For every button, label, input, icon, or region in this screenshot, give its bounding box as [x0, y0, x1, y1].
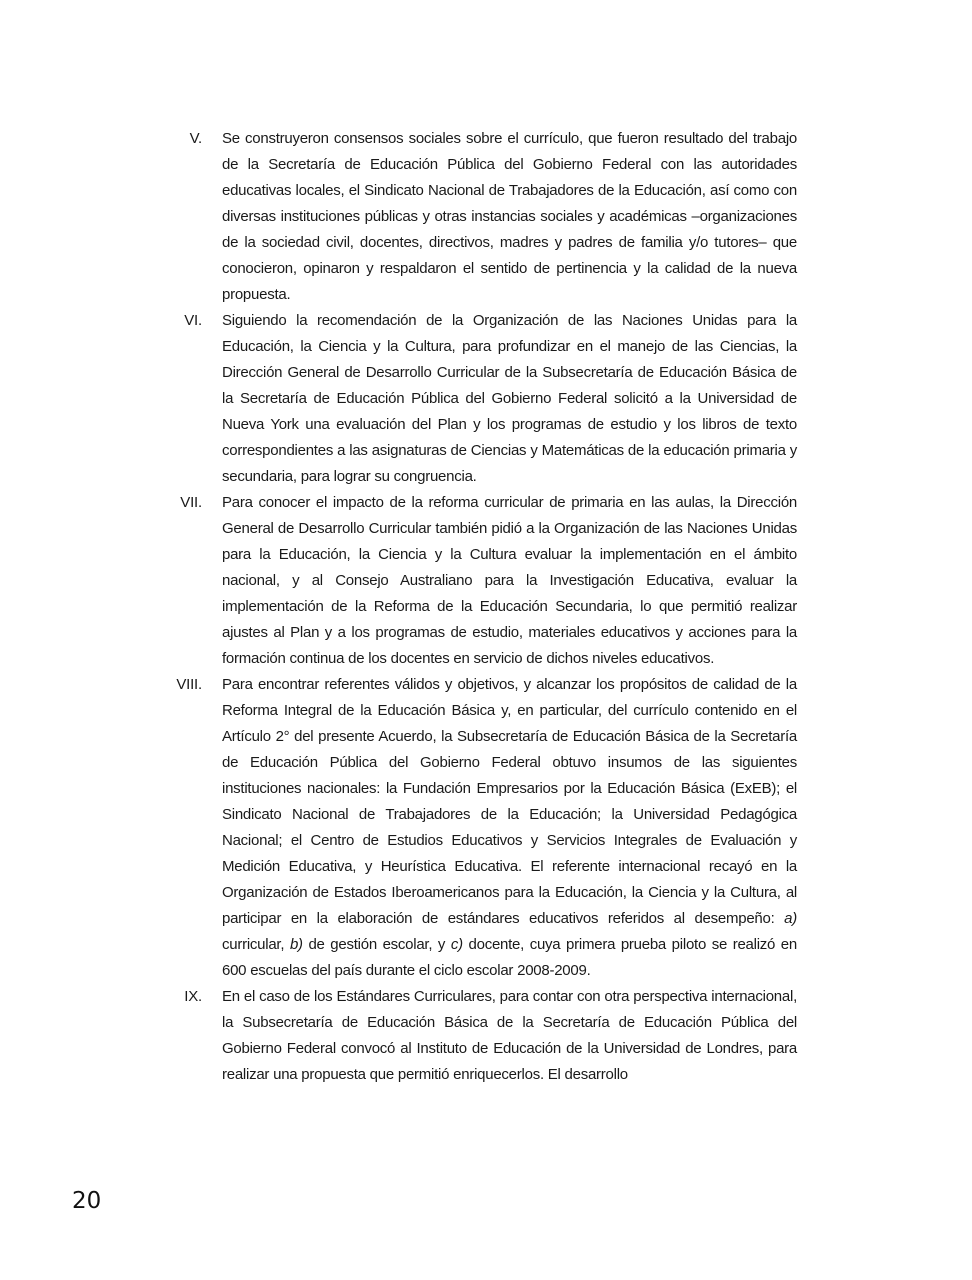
marker-c: c) — [450, 936, 463, 953]
list-item-ix — [160, 984, 800, 1088]
list-numeral: IX. — [184, 988, 202, 1005]
text-segment: curricular, — [222, 936, 290, 953]
list-numeral: VII. — [180, 494, 202, 511]
text-segment: docente, cuya primera prueba piloto se realizó en 600 escuelas del país durante el ciclo escolar 2008-2009. — [222, 936, 797, 979]
text-segment: de gestión escolar, y — [302, 936, 451, 953]
marker-b: b) — [289, 936, 303, 953]
list-numeral: VI. — [184, 312, 202, 329]
list-item-vi — [160, 308, 800, 490]
list-item-viii — [160, 672, 800, 984]
list-item-text: Se construyeron consensos sociales sobre el currículo, que fueron resultado del trabajo de la Secretaría de Educación Pública del Gobierno Federal con las autoridades educativas locales, el Sindicato Nacional de Trabajadores de la Educación, así como con diversas instituciones públicas y otras instancias sociales y académicas –organizaciones de la sociedad civil, docentes, directivos, madres y padres de familia y/o tutores– que conocieron, opinaron y respaldaron el sentido de pertinencia y la calidad de la nueva propuesta. — [222, 130, 797, 303]
list-item-vii — [160, 490, 800, 672]
list-item-text: Siguiendo la recomendación de la Organización de las Naciones Unidas para la Educación, la Ciencia y la Cultura, para profundizar en el manejo de las Ciencias, la Dirección General de Desarrollo Curricular de la Subsecretaría de Educación Básica de la Secretaría de Educación Pública del Gobierno Federal solicitó a la Universidad de Nueva York una evaluación del Plan y los programas de estudio y los libros de texto correspondientes a las asignaturas de Ciencias y Matemáticas de la educación primaria y secundaria, para lograr su congruencia. — [222, 312, 797, 485]
list-item-text: Para conocer el impacto de la reforma curricular de primaria en las aulas, la Dirección General de Desarrollo Curricular también pidió a la Organización de las Naciones Unidas para la Educación, la Ciencia y la Cultura evaluar la implementación en el ámbito nacional, y al Consejo Australiano para la Investigación Educativa, evaluar la implementación de la Reforma de la Educación Secundaria, lo que permitió realizar ajustes al Plan y a los programas de estudio, materiales educativos y acciones para la formación continua de los docentes en servicio de dichos niveles educativos. — [222, 494, 797, 667]
list-numeral: V. — [189, 130, 202, 147]
list-item-text: En el caso de los Estándares Curriculares, para contar con otra perspectiva internacional, la Subsecretaría de Educación Básica de la Secretaría de Educación Pública del Gobierno Federal convocó al Instituto de Educación de la Universidad de Londres, para realizar una propuesta que permitió enriquecerlos. El desarrollo — [222, 988, 797, 1083]
list-item-v — [160, 126, 800, 308]
numbered-list — [160, 126, 800, 1088]
page-number: 20 — [72, 1188, 102, 1214]
list-numeral: VIII. — [176, 676, 202, 693]
list-item-text — [222, 672, 797, 984]
marker-a: a) — [784, 910, 797, 927]
text-segment: Para encontrar referentes válidos y objetivos, y alcanzar los propósitos de calidad de la Reforma Integral de la Educación Básica y, en particular, del currículo contenido en el Artículo 2° del presente Acuerdo, la Subsecretaría de Educación Básica de la Secretaría de Educación Pública del Gobierno Federal obtuvo insumos de las siguientes instituciones nacionales: la Fundación Empresarios por la Educación Básica (ExEB); el Sindicato Nacional de Trabajadores de la Educación; la Universidad Pedagógica Nacional; el Centro de Estudios Educativos y Servicios Integrales de Evaluación y Medición Educativa, y Heurística Educativa. El referente internacional recayó en la Organización de Estados Iberoamericanos para la Educación, la Ciencia y la Cultura, al participar en la elaboración de estándares educativos referidos al desempeño: — [222, 676, 797, 927]
